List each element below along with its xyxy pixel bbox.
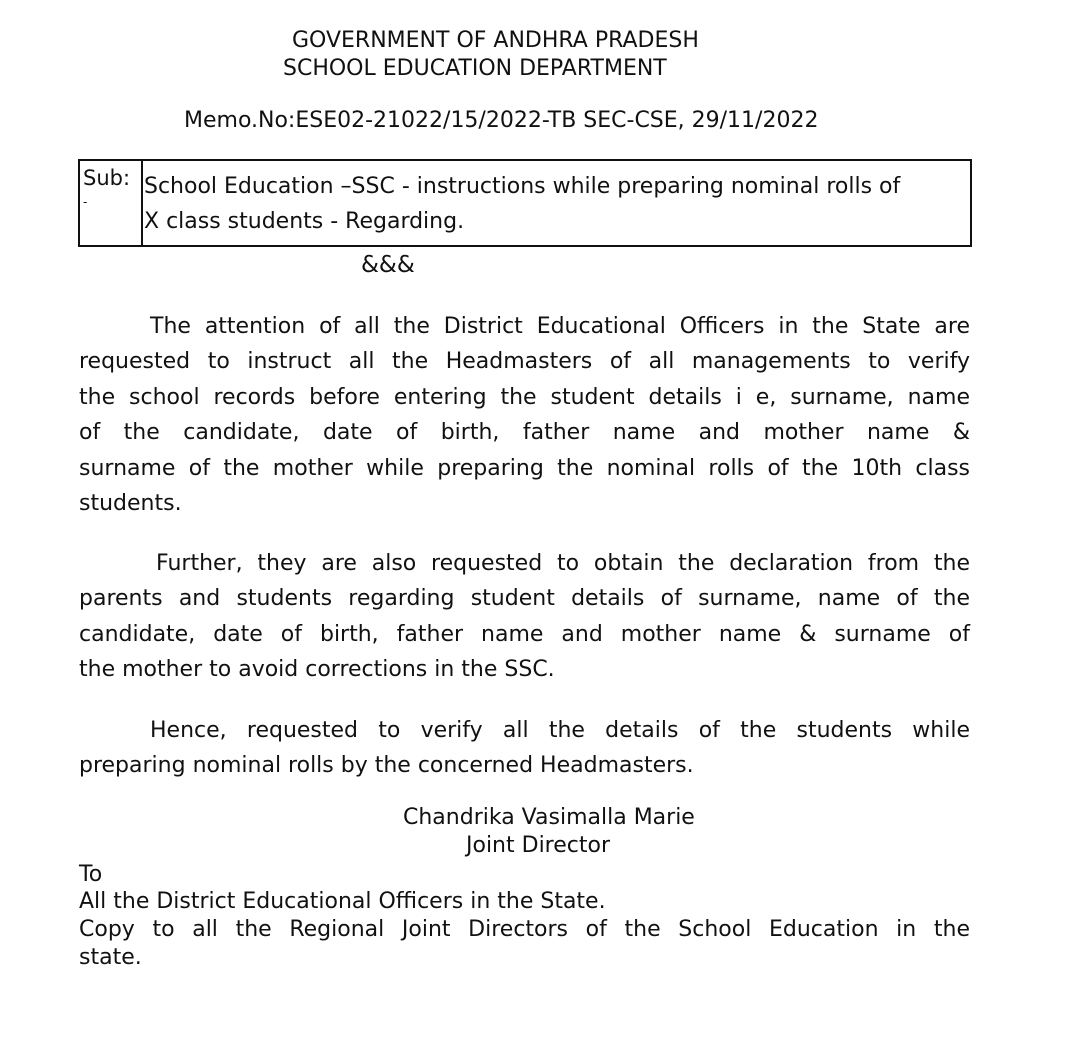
paragraph-line: The attention of all the District Educational Officers in the State are — [150, 314, 970, 339]
paragraph-line: requested to instruct all the Headmasters of all managements to verify — [79, 349, 970, 375]
subject-line-1: School Education –SSC - instructions while preparing nominal rolls of — [144, 174, 901, 199]
separator: &&& — [361, 252, 415, 278]
paragraph-1 — [79, 309, 970, 521]
header-government: GOVERNMENT OF ANDHRA PRADESH — [292, 28, 699, 53]
signatory-name: Chandrika Vasimalla Marie — [403, 805, 695, 830]
subject-label-cell — [80, 161, 143, 245]
paragraph-3 — [79, 713, 970, 784]
paragraph-line: preparing nominal rolls by the concerned Headmasters. — [79, 753, 694, 779]
to-label: To — [79, 862, 103, 887]
to-recipient: All the District Educational Officers in the State. — [79, 889, 606, 914]
paragraph-line: Further, they are also requested to obtain the declaration from the — [156, 551, 970, 576]
subject-box — [78, 159, 972, 247]
subject-line-2: X class students - Regarding. — [144, 209, 465, 234]
subject-label: Sub: — [83, 166, 131, 190]
paragraph-line: surname of the mother while preparing the nominal rolls of the 10th class — [79, 455, 970, 481]
signatory-designation: Joint Director — [466, 833, 610, 858]
paragraph-line: parents and students regarding student details of surname, name of the — [79, 586, 970, 612]
subject-text — [143, 161, 970, 245]
paragraph-line: students. — [79, 491, 182, 517]
header-department: SCHOOL EDUCATION DEPARTMENT — [283, 56, 667, 81]
paragraph-line: the school records before entering the student details i e, surname, name — [79, 384, 970, 410]
paragraph-line: the mother to avoid corrections in the SSC. — [79, 657, 555, 683]
paragraph-line: of the candidate, date of birth, father name and mother name & — [79, 420, 970, 446]
copy-to — [79, 916, 970, 972]
subject-dash: - — [83, 195, 88, 209]
copy-line-1: Copy to all the Regional Joint Directors of the School Education in the — [79, 917, 970, 942]
copy-line-2: state. — [79, 945, 142, 970]
memo-number: Memo.No:ESE02-21022/15/2022-TB SEC-CSE, 29/11/2022 — [184, 108, 819, 133]
paragraph-line: candidate, date of birth, father name and mother name & surname of — [79, 621, 970, 647]
paragraph-2 — [79, 546, 970, 688]
paragraph-line: Hence, requested to verify all the details of the students while — [150, 718, 970, 743]
